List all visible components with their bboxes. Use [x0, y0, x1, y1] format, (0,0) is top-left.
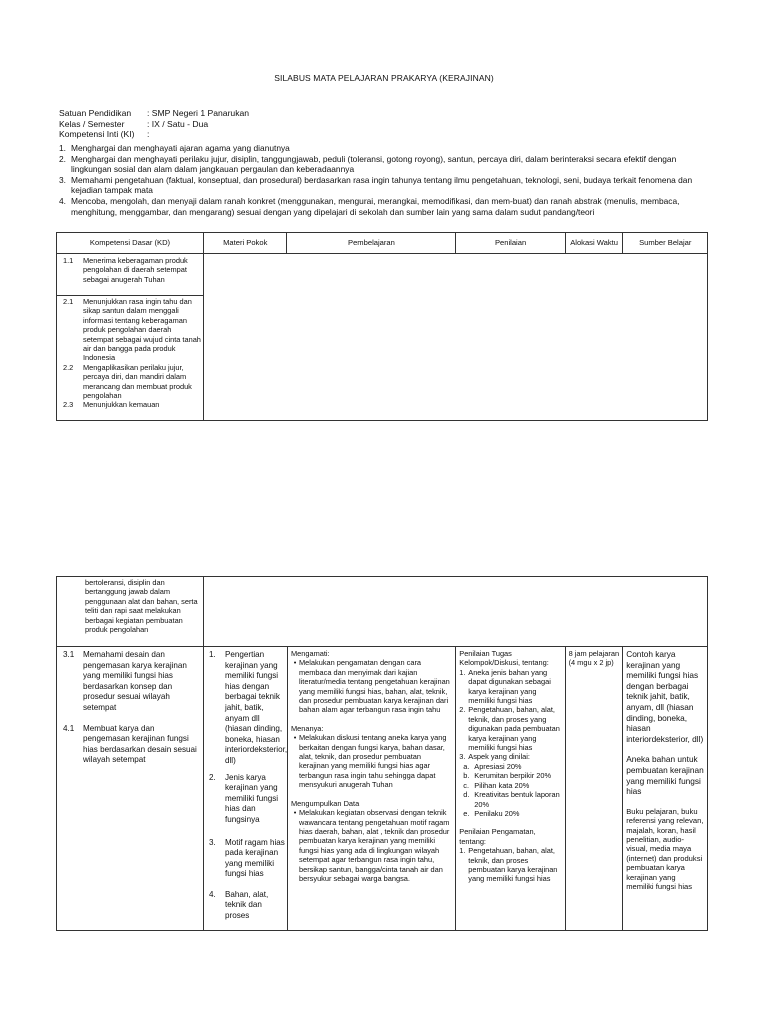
header-penilaian: Penilaian [456, 233, 565, 254]
aspek-item: a. Apresiasi 20% [463, 761, 522, 771]
info-label: Kelas / Semester [59, 118, 125, 129]
penilaian-item: 1. Aneka jenis bahan yang dapat digunakan sebagai karya kerajinan yang memiliki fungsi hias [459, 667, 551, 706]
syllabus-table-page-1 [56, 232, 708, 421]
section-heading: Menanya: [291, 723, 324, 733]
table-row [57, 254, 708, 296]
header-alokasi-waktu: Alokasi Waktu [565, 233, 623, 254]
info-value: : [147, 129, 150, 140]
info-row [59, 119, 249, 130]
ki-item: 3. Memahami pengetahuan (faktual, konseptual, dan prosedural) berdasarkan rasa ingin tahunya tentang ilmu pengetahuan, teknologi, seni, budaya terkait fenomena dan kejadian tampak mata [59, 174, 693, 196]
kompetensi-inti-list [59, 143, 709, 217]
sumber-item: Contoh karya kerajinan yang memiliki fungsi hias dengan berbagai teknik jahit, batik, anyam, dll (hiasan dinding, boneka, hiasan interiordeksterior, dll) [626, 649, 704, 744]
ki-item: 1. Menghargai dan menghayati ajaran agama yang dianutnya [59, 143, 290, 153]
penilaian-cell [456, 647, 565, 931]
kd-cell [57, 647, 204, 931]
pembelajaran-cell [288, 647, 456, 931]
penilaian-item: 2. Pengetahuan, bahan, alat, teknik, dan proses yang digunakan pada pembuatan karya kerajinan yang memiliki fungsi hias [459, 705, 560, 753]
kd-cell [57, 254, 204, 296]
sumber-item: Buku pelajaran, buku referensi yang relevan, majalah, koran, hasil penelitian, audio-visual, media maya (internet) dan produksi pembuatan karya kerajinan yang memiliki fungsi hias [626, 806, 704, 891]
kd-item: 2.2 Mengaplikasikan perilaku jujur, percaya diri, dan mandiri dalam merancang dan membuat produk pengolahan [63, 362, 192, 401]
kd-item: 3.1 Memahami desain dan pengemasan karya kerajinan yang memiliki fungsi hias berdasarkan konsep dan prosedur sesuai wilayah setempat [63, 650, 187, 712]
penilaian-item: 1. Pengetahuan, bahan, alat, teknik, dan proses pembuatan karya kerajinan yang memiliki fungsi hias [459, 846, 558, 884]
header-kompetensi-dasar: Kompetensi Dasar (KD) [57, 233, 204, 254]
materi-cell [204, 647, 288, 931]
materi-item: 4. Bahan, alat, teknik dan proses [209, 889, 269, 921]
empty-cell [204, 254, 708, 421]
penilaian-heading: Penilaian Tugas Kelompok/Diskusi, tentang: [459, 649, 549, 668]
kd-item: 4.1 Membuat karya dan pengemasan kerajinan fungsi hias berdasarkan desain sesuai wilayah setempat [63, 723, 197, 765]
materi-item: 1. Pengertian kerajinan yang memiliki fungsi hias dengan berbagai teknik jahit, batik, anyam dll (hiasan dinding, boneka, hiasan interiordeksterior, dll) [209, 650, 288, 765]
kd-continuation: bertoleransi, disiplin dan bertanggung jawab dalam penggunaan alat dan bahan, serta teliti dan rapi saat melakukan berbagai kegiatan pembuatan produk pengolahan [85, 578, 198, 635]
header-pembelajaran: Pembelajaran [287, 233, 456, 254]
header-sumber-belajar: Sumber Belajar [623, 233, 708, 254]
section-heading: Mengamati: [291, 649, 330, 658]
kd-cell [57, 296, 204, 421]
kd-item: 2.1 Menunjukkan rasa ingin tahu dan sikap santun dalam menggali informasi tentang keberagaman produk pengolahan daerah setempat sebagai wujud cinta tanah air dan bangga pada produk Indonesia [63, 297, 201, 363]
info-row [59, 129, 249, 140]
kd-item: 1.1 Menerima keberagaman produk pengolahan di daerah setempat sebagai anugerah Tuhan [63, 256, 188, 284]
bullet-item: • Melakukan diskusi tentang aneka karya yang berkaitan dengan fungsi karya, bahan dasar, alat, teknik, dan prosedur pembuatan kerajinan yang memiliki fungsi hias agar terbangun rasa ingin tahu sehingga dapat mensyukuri anugerah Tuhan [293, 733, 447, 790]
bullet-item: • Melakukan pengamatan dengan cara membaca dan menyimak dari kajian literatur/media tentang pengetahuan kerajinan yang memiliki fungsi hias, bahan, alat, teknik, dan prosedur pembuatan karya kerajinan dari bahan alam agar terbangun rasa ingin tahu [293, 658, 450, 715]
table-header-row [57, 233, 708, 254]
info-row [59, 108, 249, 119]
ki-item: 4. Mencoba, mengolah, dan menyaji dalam ranah konkret (menggunakan, mengurai, merangkai, memodifikasi, dan mem-buat) dan ranah abstrak (menulis, membaca, menghitung, menggambar, dan mengarang) sesuai dengan yang dipelajari di sekolah dan sumber lain yang sama dalam sudut pandang/teori [59, 195, 680, 217]
kd-item: 2.3 Menunjukkan kemauan [63, 400, 160, 410]
aspek-item: b. Kerumitan berpikir 20% [463, 771, 552, 781]
syllabus-table-page-2 [56, 576, 708, 931]
empty-cell [204, 577, 708, 647]
document-title: SILABUS MATA PELAJARAN PRAKARYA (KERAJINAN) [274, 73, 494, 83]
identity-block [59, 108, 249, 140]
materi-item: 3. Motif ragam hias pada kerajinan yang memiliki fungsi hias [209, 837, 285, 879]
section-heading: Mengumpulkan Data [291, 798, 360, 808]
aspek-item: e. Penilaku 20% [463, 808, 520, 818]
header-materi-pokok: Materi Pokok [204, 233, 287, 254]
bullet-item: • Melakukan kegiatan observasi dengan teknik wawancara tentang pengetahuan motif ragam hias daerah, bahan, alat , teknik dan prosedur pembuatan karya kerajinan yang memiliki fungsi hias yang ada di lingkungan wilayah setempat agar terbangun rasa ingin tahu, bersikap santun, bangga/cinta tanah air dan bersyukur sebagai warga bangsa. [293, 808, 450, 883]
alokasi-cell [565, 647, 623, 931]
aspek-item: c. Pilihan kata 20% [463, 780, 530, 790]
aspek-item: d. Kreativitas bentuk laporan 20% [463, 790, 560, 809]
table-row [57, 647, 708, 931]
sumber-cell [623, 647, 708, 931]
kd-cell [57, 577, 204, 647]
penilaian-item: 3. Aspek yang dinilai: [459, 752, 530, 762]
info-value: : IX / Satu - Dua [147, 118, 209, 129]
info-label: Kompetensi Inti (KI) [59, 129, 135, 140]
penilaian-heading: Penilaian Pengamatan, tentang: [459, 827, 536, 846]
materi-item: 2. Jenis karya kerajinan yang memiliki fungsi hias dan fungsinya [209, 772, 279, 824]
sumber-item: Aneka bahan untuk pembuatan kerajinan yang memiliki fungsi hias [626, 754, 704, 797]
info-label: Satuan Pendidikan [59, 108, 132, 118]
table-row [57, 577, 708, 647]
alokasi-waktu-value: 8 jam pelajaran (4 mgu x 2 jp) [568, 649, 620, 668]
info-value: : SMP Negeri 1 Panarukan [147, 108, 250, 118]
ki-item: 2. Menghargai dan menghayati perilaku jujur, disiplin, tanggungjawab, peduli (toleransi, gotong royong), santun, percaya diri, dalam berinteraksi secara efektif dengan lingkungan sosial dan alam dalam jangkauan pergaulan dan keberadaannya [59, 153, 677, 175]
